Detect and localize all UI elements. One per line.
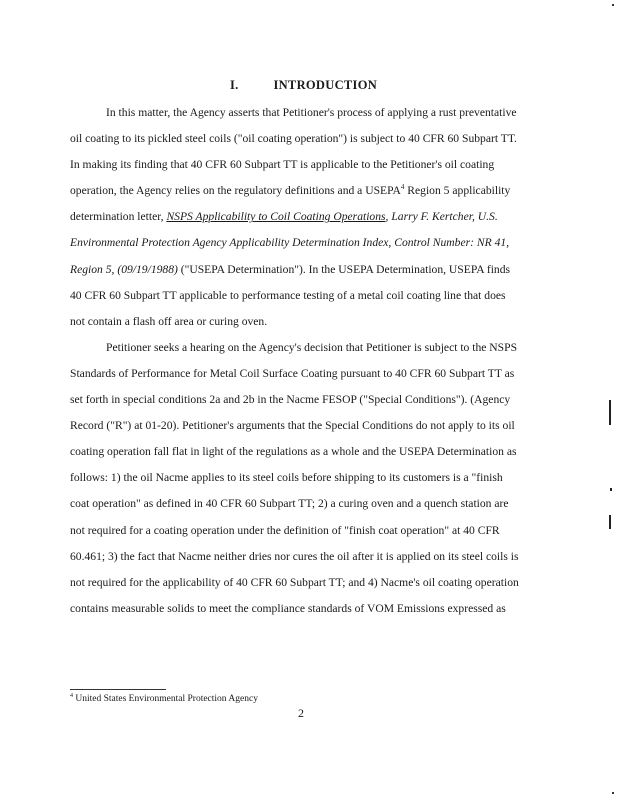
footnote-reference: 4 (400, 183, 405, 192)
text-line (70, 204, 550, 230)
text-segment: operation, the Agency relies on the regulatory definitions and a USEPA (70, 184, 401, 198)
text-segment: Region 5 applicability (404, 184, 511, 198)
footnote-divider (70, 689, 166, 690)
scan-margin-mark (609, 515, 611, 529)
paragraph-1 (70, 100, 550, 335)
text-line: 40 CFR 60 Subpart TT applicable to performance testing of a metal coil coating line that does (70, 288, 506, 302)
footnote (70, 694, 258, 704)
scan-speck (612, 4, 614, 6)
body-text (70, 100, 550, 622)
section-title: INTRODUCTION (273, 78, 378, 92)
text-line: coating operation fall flat in light of the regulations as a whole and the USEPA Determination as (70, 445, 517, 459)
text-line: set forth in special conditions 2a and 2b in the Nacme FESOP ("Special Conditions"). (Agency (70, 393, 511, 407)
text-segment: ("USEPA Determination"). In the USEPA Determination, USEPA finds (177, 262, 511, 276)
text-line: not contain a flash off area or curing oven. (70, 314, 268, 328)
scan-margin-mark (610, 488, 612, 491)
page-number: 2 (298, 706, 304, 720)
text-line: follows: 1) the oil Nacme applies to its steel coils before shipping to its customers is a "finish (70, 471, 503, 485)
scan-speck (612, 792, 614, 794)
citation-source: Environmental Protection Agency Applicability Determination Index, Control Number: NR 41, (70, 236, 510, 250)
footnote-text: United States Environmental Protection Agency (73, 694, 258, 704)
text-line (70, 178, 550, 204)
text-line: Standards of Performance for Metal Coil Surface Coating pursuant to 40 CFR 60 Subpart TT as (70, 366, 515, 380)
text-line: Petitioner seeks a hearing on the Agency's decision that Petitioner is subject to the NSPS (106, 340, 518, 354)
text-line: coat operation" as defined in 40 CFR 60 Subpart TT; 2) a curing oven and a quench station are (70, 497, 509, 511)
text-line: In making its finding that 40 CFR 60 Subpart TT is applicable to the Petitioner's oil coating (70, 158, 495, 172)
paragraph-2 (70, 335, 550, 622)
citation-title: NSPS Applicability to Coil Coating Operations (166, 210, 386, 224)
scan-margin-mark (609, 400, 611, 425)
text-line: In this matter, the Agency asserts that Petitioner's process of applying a rust preventative (106, 106, 517, 119)
citation-author: , Larry F. Kertcher, U.S. (385, 210, 498, 224)
text-line (70, 257, 550, 283)
text-segment: determination letter, (70, 210, 167, 224)
text-line: oil coating to its pickled steel coils ("oil coating operation") is subject to 40 CFR 60 Subpart TT. (70, 132, 517, 146)
footnote-marker: 4 (70, 692, 73, 699)
section-number: I. (230, 78, 239, 92)
text-line: not required for a coating operation under the definition of "finish coat operation" at 40 CFR (70, 523, 500, 537)
text-line: Record ("R") at 01-20). Petitioner's arguments that the Special Conditions do not apply to its oil (70, 419, 515, 433)
text-line: contains measurable solids to meet the compliance standards of VOM Emissions expressed as (70, 601, 506, 615)
text-line: not required for the applicability of 40 CFR 60 Subpart TT; and 4) Nacme's oil coating operation (70, 575, 519, 589)
text-line: 60.461; 3) the fact that Nacme neither dries nor cures the oil after it is applied on its steel coils is (70, 549, 519, 563)
section-heading (230, 78, 377, 93)
citation-region: Region 5, (09/19/1988) (70, 262, 178, 276)
